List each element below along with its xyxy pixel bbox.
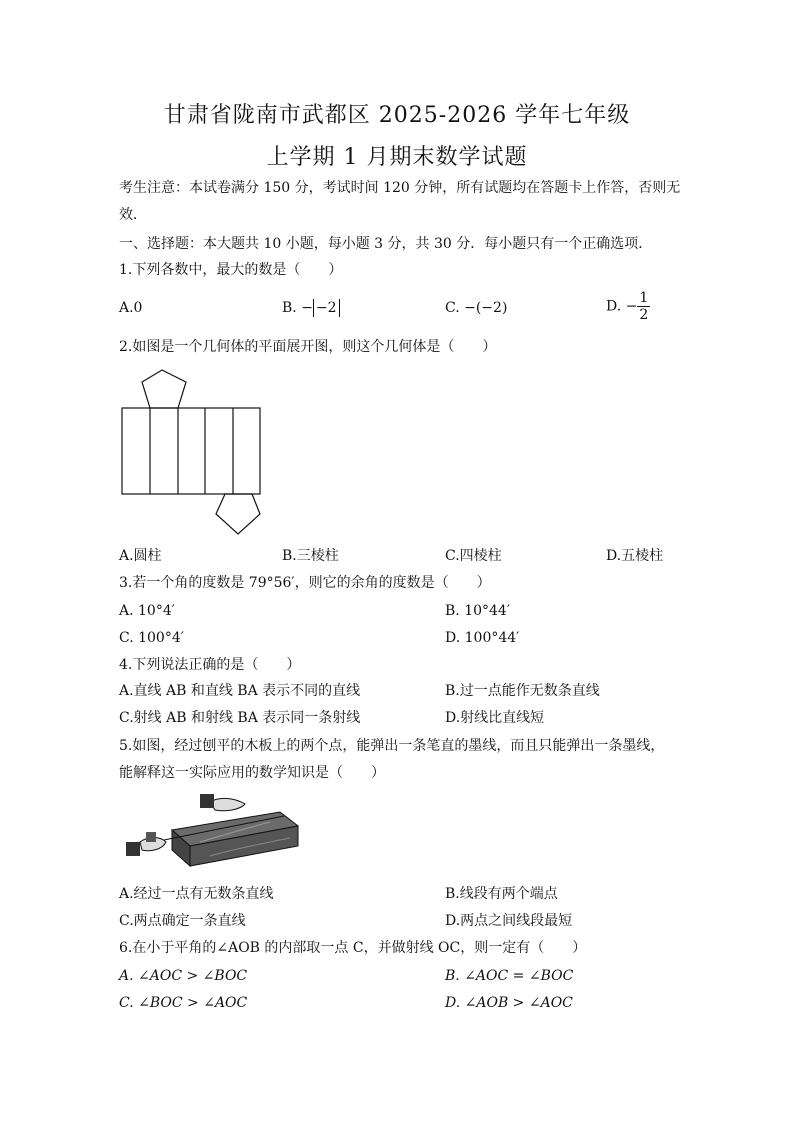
q6-option-c: C. ∠BOC > ∠AOC [119,995,248,1011]
q1-option-b-abs: −2 [313,299,340,317]
q3-option-d: D. 100°44′ [445,630,520,646]
q2-option-b: B.三棱柱 [282,548,339,564]
q1-option-d [606,290,650,323]
q1-option-a: A.0 [119,300,143,316]
net-lateral-faces [122,408,260,494]
q2-option-a: A.圆柱 [119,548,162,564]
q4-option-a: A.直线 AB 和直线 BA 表示不同的直线 [119,683,361,699]
question-2-stem: 2.如图是一个几何体的平面展开图，则这个几何体是（ ） [119,339,497,355]
net-top-pentagon [142,370,186,408]
q1-option-d-num: 1 [639,290,649,306]
q1-option-c: C. −(−2) [445,300,508,316]
q5-option-a: A.经过一点有无数条直线 [119,886,274,902]
q1-option-b-prefix: B. − [282,300,313,316]
q3-option-a: A. 10°4′ [119,603,175,619]
q1-option-d-den: 2 [639,307,649,323]
q3-option-c: C. 100°4′ [119,630,184,646]
q5-option-d: D.两点之间线段最短 [445,913,573,929]
exam-title-line2: 上学期 1 月期末数学试题 [266,145,528,170]
q2-option-c: C.四棱柱 [445,548,502,564]
q6-option-b: B. ∠AOC = ∠BOC [445,968,574,984]
notice-line2: 效． [119,207,147,223]
q1-option-b [282,298,340,318]
net-bottom-pentagon [216,494,260,534]
question-5-stem-line2: 能解释这一实际应用的数学知识是（ ） [119,765,385,781]
question-1-stem: 1.下列各数中，最大的数是（ ） [119,262,343,278]
question-6-stem: 6.在小于平角的∠AOB 的内部取一点 C，并做射线 OC，则一定有（ ） [119,940,587,956]
question-5-stem-line1: 5.如图，经过刨平的木板上的两个点，能弹出一条笔直的墨线，而且只能弹出一条墨线， [119,738,665,754]
q2-option-d: D.五棱柱 [606,548,664,564]
q1-option-d-fraction [637,290,650,323]
q1-option-d-prefix: D. − [606,298,638,315]
q5-option-c: C.两点确定一条直线 [119,913,246,929]
ink-line-board-illustration [120,790,300,872]
q3-option-b: B. 10°44′ [445,603,510,619]
q6-option-d: D. ∠AOB > ∠AOC [445,995,573,1011]
q5-option-b: B.线段有两个端点 [445,886,558,902]
notice-line1: 考生注意：本试卷满分 150 分，考试时间 120 分钟，所有试题均在答题卡上作答，否则无 [119,180,681,196]
question-3-stem: 3.若一个角的度数是 79°56′，则它的余角的度数是（ ） [119,575,491,591]
q4-option-b: B.过一点能作无数条直线 [445,683,600,699]
q4-option-c: C.射线 AB 和射线 BA 表示同一条射线 [119,710,361,726]
q4-option-d: D.射线比直线短 [445,710,545,726]
pentagonal-prism-net-figure [119,362,264,540]
q6-option-a: A. ∠AOC > ∠BOC [119,968,248,984]
section-heading: 一、选择题：本大题共 10 小题，每小题 3 分，共 30 分．每小题只有一个正确选项． [119,236,653,252]
question-4-stem: 4.下列说法正确的是（ ） [119,657,301,673]
exam-title-line1: 甘肃省陇南市武都区 2025-2026 学年七年级 [163,103,631,128]
